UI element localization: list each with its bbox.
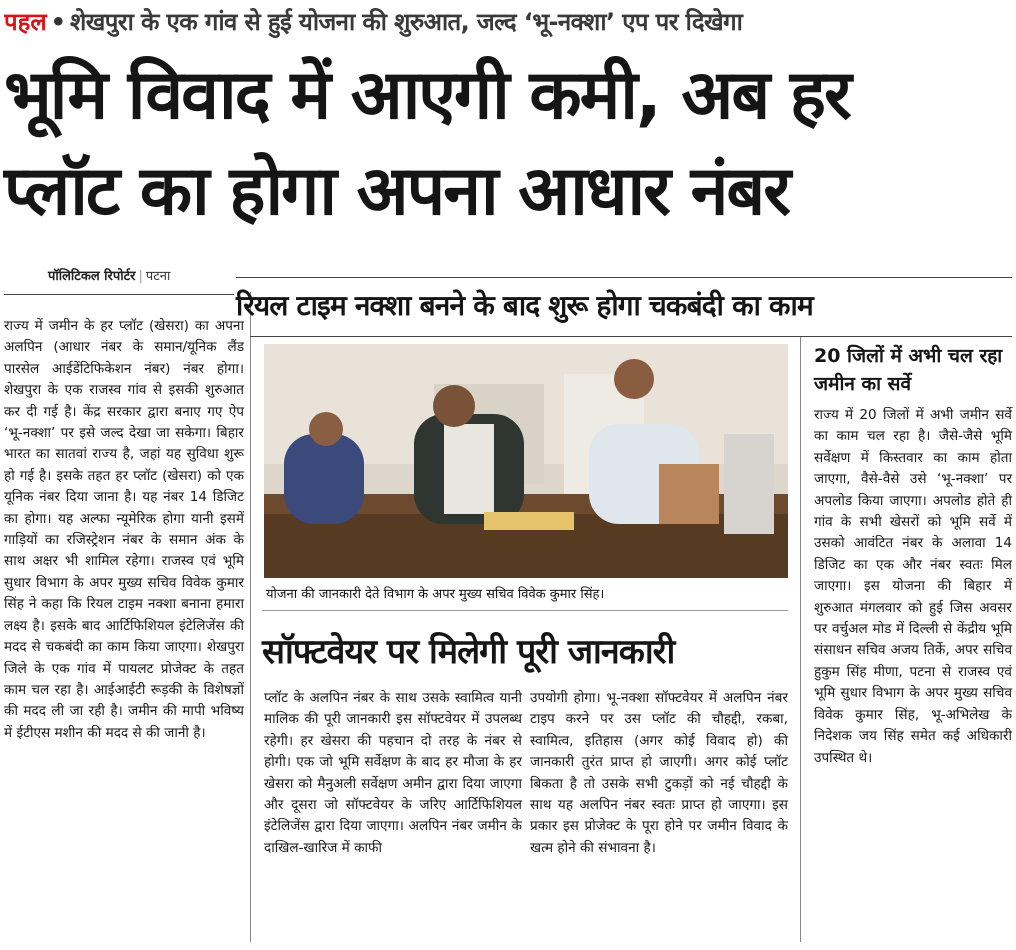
headline-line-1: भूमि विवाद में आएगी कमी, अब हर	[4, 56, 850, 135]
subheadline-divider	[250, 336, 1012, 337]
kicker-strap	[4, 2, 1012, 44]
left-column-body: राज्य में जमीन के हर प्लॉट (खेसरा) का अपना अलपिन (आधार नंबर के समान/यूनिक लैंड पारसेल आईडेंटिफिकेशन नंबर) नंबर होगा। शेखपुरा के एक राजस्व गांव से इसकी शुरुआत कर दी गई है। केंद्र सरकार द्वारा बनाए गए ऐप ‘भू-नक्शा’ पर इसे जल्द देखा जा सकेगा। बिहार भारत का सातवां राज्य है, जहां यह सुविधा शुरू हो गई है। इसके तहत हर प्लॉट (खेसरा) को एक यूनिक नंबर दिया जाना है। यह नंबर 14 डिजिट का होगा। यह अल्फा न्यूमेरिक होगा यानी इसमें गाड़ियों का रजिस्ट्रेशन नंबर के समान अंक के साथ अक्षर भी शामिल रहेगा। राजस्व एवं भूमि सुधार विभाग के अपर मुख्य सचिव विवेक कुमार सिंह ने कहा कि रियल टाइम नक्शा बनाना हमारा लक्ष्य है। इसके बाद आर्टिफिशियल इंटेलिजेंस की मदद से चकबंदी का काम किया जाएगा। शेखपुरा जिले के एक गांव में पायलट प्रोजेक्ट के तहत काम चल रहा है। आईआईटी रूड़की के विशेषज्ञों की मदद ली जा रही है। जमीन की मापी भविष्य में ईटीएस मशीन की मदद से की जानी है।	[4, 318, 244, 741]
bullet-dot-icon: •	[50, 8, 66, 36]
column-divider-left	[250, 292, 251, 942]
byline-reporter: पॉलिटिकल रिपोर्टर	[48, 269, 136, 284]
news-photo	[264, 344, 788, 578]
sidebar-heading: 20 जिलों में अभी चल रहा जमीन का सर्वे	[814, 345, 1003, 395]
photo-caption: योजना की जानकारी देते विभाग के अपर मुख्य सचिव विवेक कुमार सिंह।	[266, 587, 605, 602]
sidebar-body: राज्य में 20 जिलों में अभी जमीन सर्वे का काम चल रहा है। जैसे-जैसे भूमि सर्वेक्षण में किस्तवार का काम होता जाएगा, वैसे-वैसे उसे ‘भू-नक्शा’ पर अपलोड किया जाएगा। अपलोड होते ही गांव के सभी खेसरों को भूमि सर्वे में उसको आवंटित नंबर के अलावा 14 डिजिट का एक और नंबर स्वतः मिल जाएगा। इस योजना की बिहार में शुरुआत मंगलवार को हुई जिस अवसर पर वर्चुअल मोड में दिल्ली से केंद्रीय भूमि संसाधन सचिव अजय तिर्के, अपर सचिव हुकुम सिंह मीणा, पटना से राजस्व एवं भूमि सुधार विभाग के अपर मुख्य सचिव विवेक कुमार सिंह, भू-अभिलेख के निदेशक जय सिंह समेत कई अधिकारी उपस्थित थे।	[814, 407, 1012, 766]
byline-separator: |	[138, 269, 143, 284]
caption-divider	[262, 610, 788, 611]
headline-line-2: प्लॉट का होगा अपना आधार नंबर	[4, 152, 790, 231]
byline	[48, 266, 170, 284]
kicker-tag: पहल	[4, 8, 47, 36]
middle-column-2-body: उपयोगी होगा। भू-नक्शा सॉफ्टवेयर में अलपिन नंबर टाइप करने पर उस प्लॉट की चौहद्दी, रकबा, स्वामित्व, इतिहास (अगर कोई विवाद हो) की जानकारी तुरंत प्राप्त हो जाएगी। अगर कोई प्लॉट बिकता है तो उसके सभी टुकड़ों को नई चौहद्दी के साथ यह अलपिन नंबर स्वतः प्राप्त हो जाएगा। इस प्रकार इस प्रोजेक्ट के पूरा होने पर जमीन विवाद के खत्म होने की संभावना है।	[530, 690, 788, 856]
middle-column-1-body: प्लॉट के अलपिन नंबर के साथ उसके स्वामित्व यानी मालिक की पूरी जानकारी इस सॉफ्टवेयर में उपलब्ध रहेगी। हर खेसरा की पहचान दो तरह के नंबर से होगी। एक जो भूमि सर्वेक्षण के बाद हर मौजा के हर खेसरा को मैनुअली सर्वेक्षण अमीन द्वारा दिया जाएगा और दूसरा जो सॉफ्टवेयर के जरिए आर्टिफिशियल इंटेलिजेंस द्वारा दिया जाएगा। अलपिन नंबर जमीन के दाखिल-खारिज में काफी	[264, 690, 522, 856]
byline-divider	[4, 294, 234, 295]
column-divider-right	[800, 336, 801, 942]
subheadline: रियल टाइम नक्शा बनने के बाद शुरू होगा चकबंदी का काम	[236, 289, 813, 322]
byline-city: पटना	[145, 269, 171, 284]
section-heading: सॉफ्टवेयर पर मिलेगी पूरी जानकारी	[262, 632, 675, 672]
top-divider	[236, 277, 1012, 278]
kicker-text: शेखपुरा के एक गांव से हुई योजना की शुरुआत, जल्द ‘भू-नक्शा’ एप पर दिखेगा	[70, 8, 743, 36]
main-headline	[4, 48, 1012, 240]
